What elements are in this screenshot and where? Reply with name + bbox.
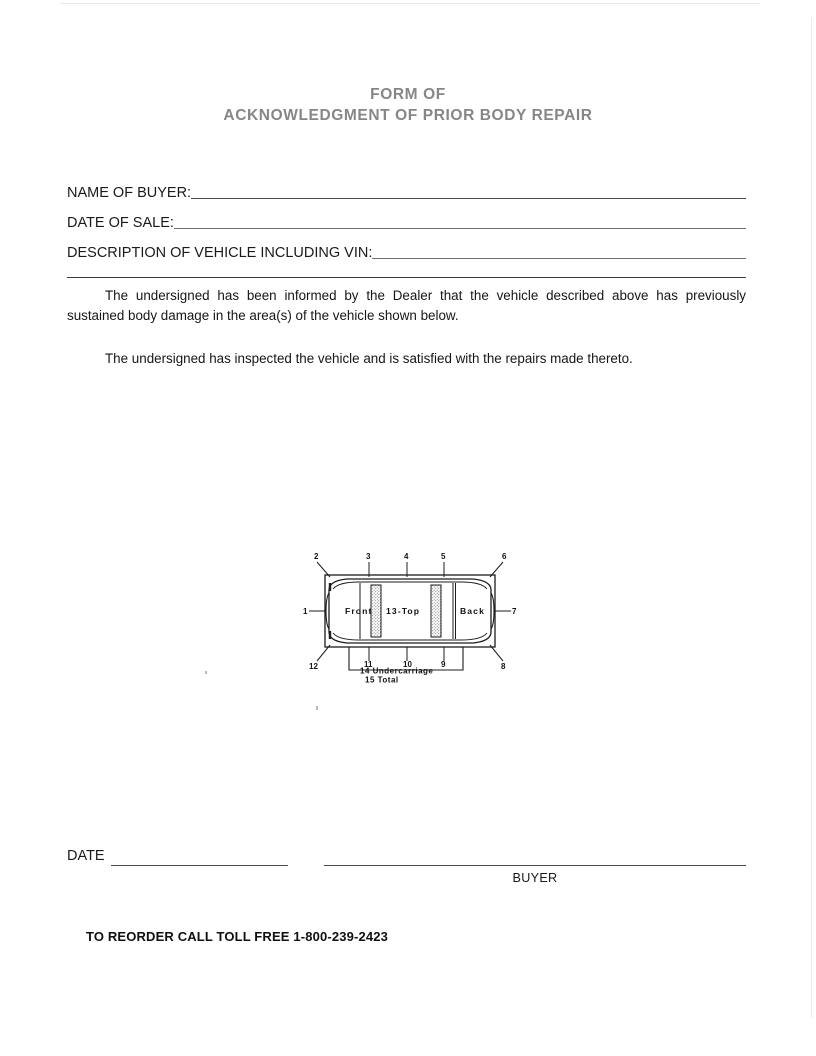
date-of-sale-input[interactable] xyxy=(174,228,746,229)
paragraph-inspected-satisfied xyxy=(67,349,746,369)
diagram-zone-front: Front xyxy=(345,606,373,616)
signature-buyer-label: BUYER xyxy=(512,871,558,885)
title-line-2: ACKNOWLEDGMENT OF PRIOR BODY REPAIR xyxy=(223,107,593,124)
reorder-notice: TO REORDER CALL TOLL FREE 1-800-239-2423 xyxy=(86,929,388,944)
diagram-zone-back: Back xyxy=(460,606,485,616)
page-title xyxy=(0,84,816,126)
field-row-description-of-vehicle xyxy=(67,232,746,262)
name-of-buyer-input[interactable] xyxy=(191,198,746,199)
field-row-date-of-sale xyxy=(67,202,746,232)
paragraph-informed-of-damage xyxy=(67,286,746,325)
diagram-number-10: 10 xyxy=(403,660,412,669)
vehicle-damage-area-diagram xyxy=(303,543,518,683)
diagram-number-4: 4 xyxy=(404,552,409,561)
diagram-number-3: 3 xyxy=(366,552,371,561)
field-label-description-of-vehicle: DESCRIPTION OF VEHICLE INCLUDING VIN: xyxy=(67,245,373,261)
diagram-number-11: 11 xyxy=(364,660,373,669)
diagram-number-2: 2 xyxy=(314,552,319,561)
diagram-number-8: 8 xyxy=(501,662,506,671)
paragraph-1-text: The undersigned has been informed by the Dealer that the vehicle described above has previously sustained body damage in the area(s) of the vehicle shown below. xyxy=(67,288,746,323)
signature-block xyxy=(67,848,746,888)
diagram-number-5: 5 xyxy=(441,552,446,561)
diagram-number-1: 1 xyxy=(303,607,308,616)
signature-date-label: DATE xyxy=(67,848,105,864)
scan-speck xyxy=(205,671,207,674)
scan-artifact-right xyxy=(811,18,812,1018)
diagram-number-7: 7 xyxy=(512,607,517,616)
diagram-number-9: 9 xyxy=(441,660,446,669)
scan-speck xyxy=(316,706,318,710)
description-of-vehicle-input[interactable] xyxy=(372,258,746,259)
form-fields xyxy=(67,172,746,262)
paragraph-2-text: The undersigned has inspected the vehicle and is satisfied with the repairs made thereto. xyxy=(105,351,633,366)
signature-date-input[interactable] xyxy=(111,865,288,866)
field-label-name-of-buyer: NAME OF BUYER: xyxy=(67,185,192,201)
field-label-date-of-sale: DATE OF SALE: xyxy=(67,215,174,231)
title-line-1: FORM OF xyxy=(370,86,446,103)
description-continuation-input[interactable] xyxy=(67,277,746,278)
diagram-zone-top: 13-Top xyxy=(386,606,421,616)
diagram-total-label: 15 Total xyxy=(365,675,399,683)
field-row-name-of-buyer xyxy=(67,172,746,202)
signature-buyer-input[interactable] xyxy=(324,865,746,866)
diagram-undercarriage-label: 14 Undercarriage xyxy=(360,666,434,676)
diagram-number-6: 6 xyxy=(502,552,507,561)
diagram-number-12: 12 xyxy=(309,662,318,671)
scan-artifact-top xyxy=(60,3,760,4)
